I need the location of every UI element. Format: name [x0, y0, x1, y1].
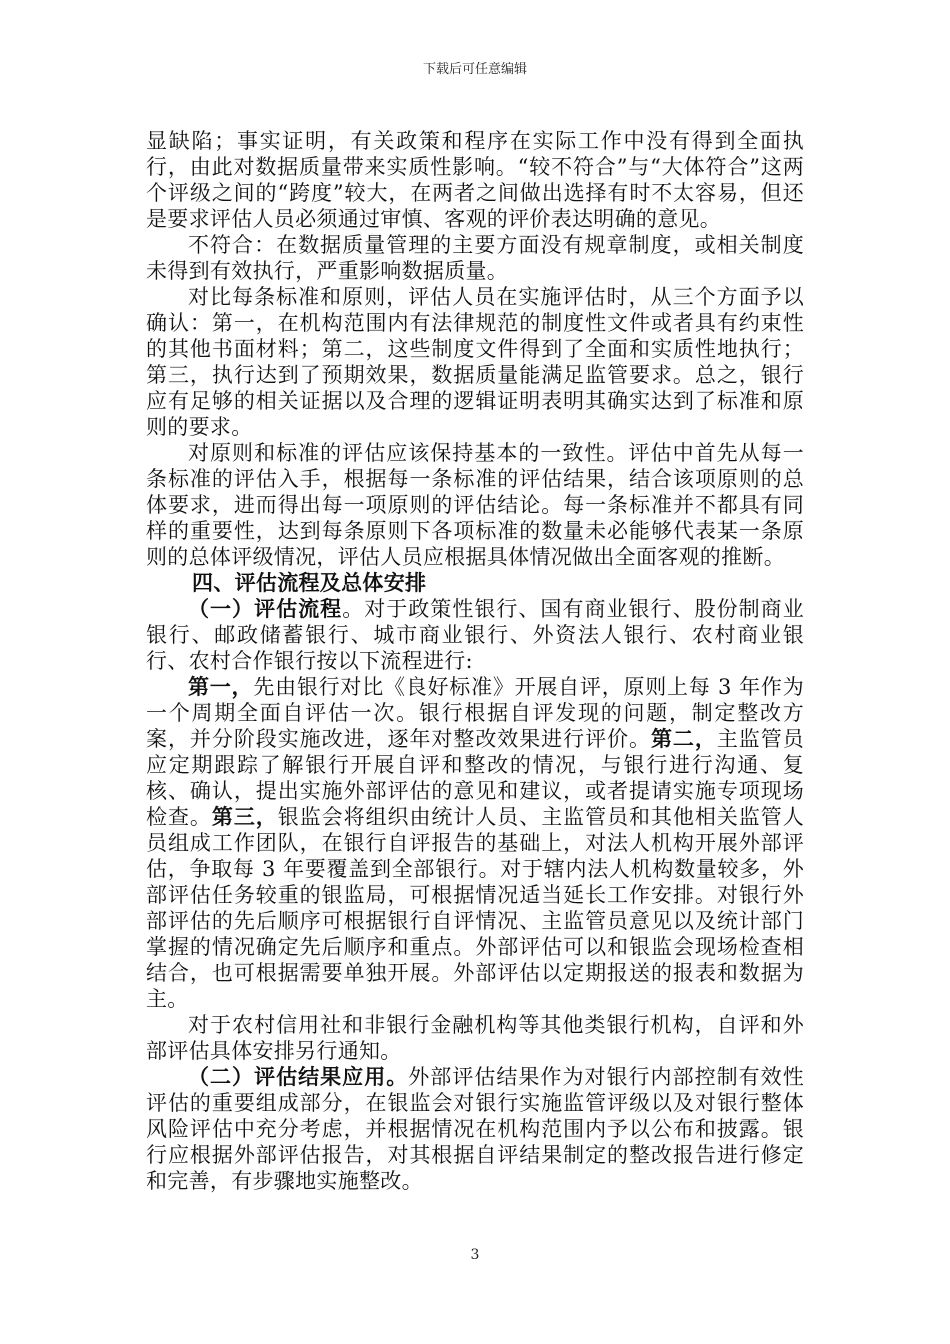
paragraph-evaluation-process — [146, 596, 804, 674]
step-label-third: 第三， — [211, 804, 278, 829]
step-label-first: 第一， — [188, 674, 254, 699]
step-label-second: 第二， — [650, 726, 717, 751]
paragraph-three-aspects: 对比每条标准和原则，评估人员在实施评估时，从三个方面予以确认：第一，在机构范围内有法律规范的制度性文件或者具有约束性的其他书面材料；第二，这些制度文件得到了全面和实质性地执行；第三，执行达到了预期效果，数据质量能满足监管要求。总之，银行应有足够的相关证据以及合理的逻辑证明表明其确实达到了标准和原则的要求。 — [146, 285, 804, 439]
page-number: 3 — [470, 1247, 480, 1263]
paragraph-consistency: 对原则和标准的评估应该保持基本的一致性。评估中首先从每一条标准的评估入手，根据每一条标准的评估结果，结合该项原则的总体要求，进而得出每一项原则的评估结论。每一条标准并不都具有同样的重要性，达到每条原则下各项标准的数量未必能够代表某一条原则的总体评级情况，评估人员应根据具体情况做出全面客观的推断。 — [146, 441, 804, 569]
step-text-first: 先由银行对比《良好标准》开展自评，原则上每 3 年作为一个周期全面自评估一次。银行根据自评发现的问题，制定整改方案，并分阶段实施改进，逐年对整改效果进行评价。 — [146, 675, 804, 751]
document-body — [146, 128, 804, 1194]
paragraph-not-compliant: 不符合：在数据质量管理的主要方面没有规章制度，或相关制度未得到有效执行，严重影响数据质量。 — [146, 233, 804, 283]
step-text-third: 银监会将组织由统计人员、主监管员和其他相关监管人员组成工作团队，在银行自评报告的基础上，对法人机构开展外部评估，争取每 3 年要覆盖到全部银行。对于辖内法人机构数量较多，外部评估任务较重的银监局，可根据情况适当延长工作安排。对银行外部评估的先后顺序可根据银行自评情况、主监管员意见以及统计部门掌握的情况确定先后顺序和重点。外部评估可以和银监会现场检查相结合，也可根据需要单独开展。外部评估以定期报送的报表和数据为主。 — [146, 805, 805, 1011]
subsection-label-1: （一）评估流程 — [188, 596, 343, 621]
subsection-label-2: （二）评估结果应用。 — [188, 1064, 409, 1089]
paragraph-result-application — [146, 1064, 804, 1194]
step-text-second: 主监管员应定期跟踪了解银行开展自评和整改的情况，与银行进行沟通、复核、确认，提出实施外部评估的意见和建议，或者提请实施专项现场检查。 — [146, 727, 805, 829]
paragraph-rural-institutions: 对于农村信用社和非银行金融机构等其他类银行机构，自评和外部评估具体安排另行通知。 — [146, 1013, 804, 1063]
paragraph-continuation: 显缺陷；事实证明，有关政策和程序在实际工作中没有得到全面执行，由此对数据质量带来实质性影响。“较不符合”与“大体符合”这两个评级之间的“跨度”较大，在两者之间做出选择有时不太容易，但还是要求评估人员必须通过审慎、客观的评价表达明确的意见。 — [146, 129, 804, 231]
section-heading-4: 四、评估流程及总体安排 — [192, 570, 427, 595]
page-header-note: 下载后可任意编辑 — [422, 62, 527, 77]
subsection-text-1: 。对于政策性银行、国有商业银行、股份制商业银行、邮政储蓄银行、城市商业银行、外资法人银行、农村商业银行、农村合作银行按以下流程进行: — [146, 597, 804, 673]
subsection-text-2: 外部评估结果作为对银行内部控制有效性评估的重要组成部分，在银监会对银行实施监管评级以及对银行整体风险评估中充分考虑，并根据情况在机构范围内予以公布和披露。银行应根据外部评估报告，对其根据自评结果制定的整改报告进行修定和完善，有步骤地实施整改。 — [146, 1065, 805, 1193]
paragraph-process-steps — [146, 674, 804, 1012]
